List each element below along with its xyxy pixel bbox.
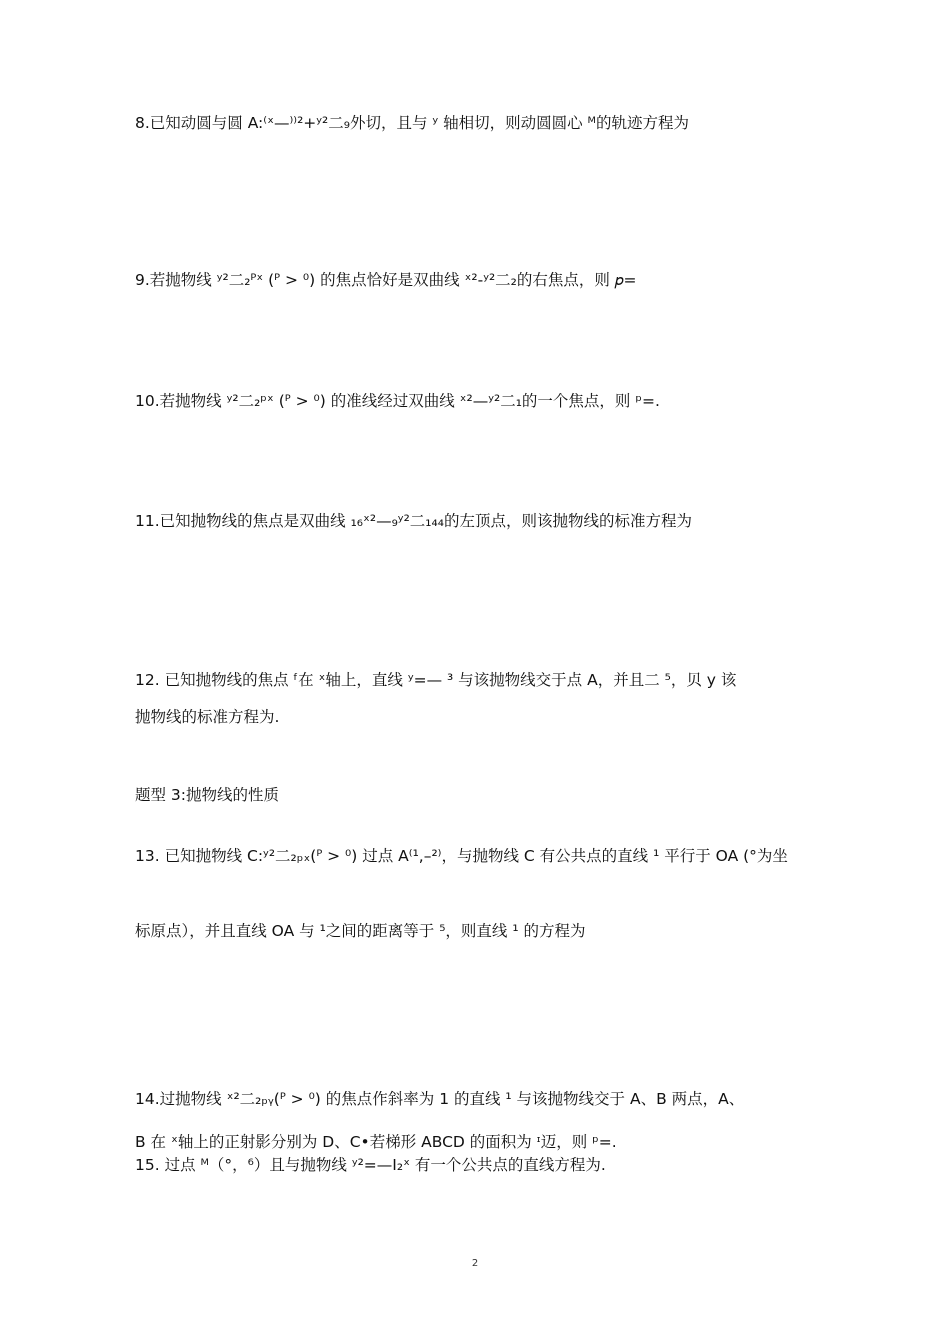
problem-15: 15. 过点 ᴹ（°，⁶）且与抛物线 ʸ²=—Ⅰ₂ˣ 有一个公共点的直线方程为.: [135, 1156, 606, 1174]
problem-13-line-2: 标原点），并且直线 OA 与 ¹之间的距离等于 ⁵，则直线 ¹ 的方程为: [135, 922, 586, 940]
problem-12-line-1: 12. 已知抛物线的焦点 ᶠ在 ˣ轴上，直线 ʸ=— ³ 与该抛物线交于点 A，并且二 ⁵，贝 y 该: [135, 671, 737, 689]
problem-14-line-1: 14.过抛物线 ˣ²二₂ₚᵧ(ᴾ > ⁰) 的焦点作斜率为 1 的直线 ¹ 与该抛物线交于 A、B 两点，A、: [135, 1090, 745, 1108]
problem-11: 11.已知抛物线的焦点是双曲线 ₁₆ˣ²—₉ʸ²二₁₄₄的左顶点，则该抛物线的标准方程为: [135, 512, 692, 530]
problem-10: 10.若抛物线 ʸ²二₂ᵖˣ (ᴾ > ⁰) 的准线经过双曲线 ˣ²—ʸ²二₁的一个焦点，则 ᵖ=.: [135, 392, 660, 410]
problem-8: 8.已知动圆与圆 A:⁽ˣ—⁾⁾²+ʸ²二₉外切，且与 ʸ 轴相切，则动圆圆心 ᴹ的轨迹方程为: [135, 114, 689, 132]
problem-12-line-2: 抛物线的标准方程为.: [135, 708, 280, 726]
page-number: 2: [471, 1258, 479, 1269]
problem-14-line-2: B 在 ˣ轴上的正射影分别为 D、C•若梯形 ABCD 的面积为 ᶦ迈，则 ᵖ=.: [135, 1133, 617, 1151]
problem-9: 9.若抛物线 ʸ²二₂ᴾˣ (ᴾ > ⁰) 的焦点恰好是双曲线 ˣ²-ʸ²二₂的右焦点，则 𝑝=: [135, 271, 637, 289]
section-heading: 题型 3:抛物线的性质: [135, 786, 280, 804]
problem-13-line-1: 13. 已知抛物线 C:ʸ²二₂ₚₓ(ᴾ > ⁰) 过点 A⁽¹,–²⁾，与抛物线 C 有公共点的直线 ¹ 平行于 OA (°为坐: [135, 847, 788, 865]
